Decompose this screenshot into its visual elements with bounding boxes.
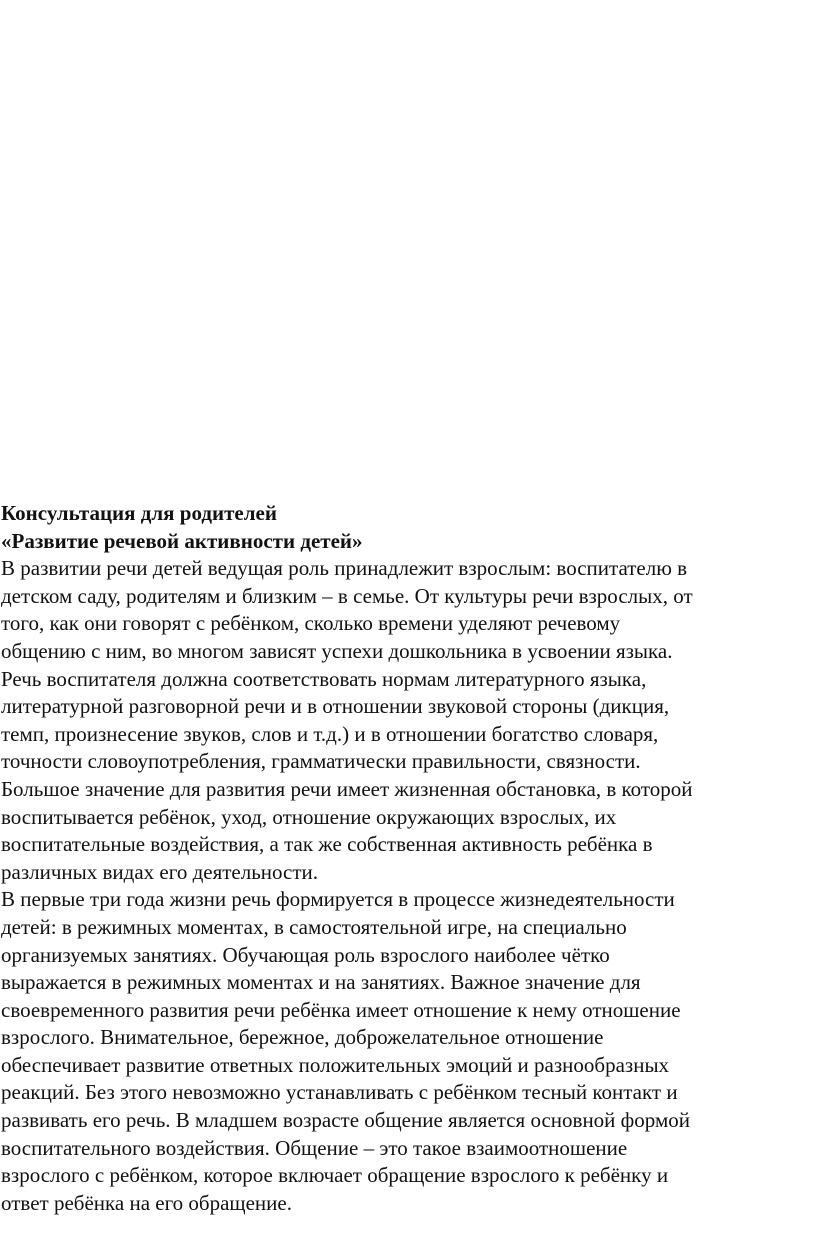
body-line: различных видах его деятельности.	[1, 859, 319, 884]
body-line: выражается в режимных моментах и на занятиях. Важное значение для	[1, 970, 641, 995]
body-line: обеспечивает развитие ответных положительных эмоций и разнообразных	[1, 1052, 670, 1077]
body-line: В развитии речи детей ведущая роль принадлежит взрослым: воспитателю в	[1, 556, 688, 581]
body-line: Речь воспитателя должна соответствовать нормам литературного языка,	[1, 666, 647, 691]
body-line: того, как они говорят с ребёнком, сколько времени уделяют речевому	[1, 611, 621, 636]
body-line: В первые три года жизни речь формируется в процессе жизнедеятельности	[1, 887, 675, 912]
body-line: организуемых занятиях. Обучающая роль взрослого наиболее чётко	[1, 942, 610, 967]
body-line: развивать его речь. В младшем возрасте общение является основной формой	[1, 1108, 690, 1133]
body-line: взрослого с ребёнком, которое включает обращение взрослого к ребёнку и	[1, 1163, 669, 1188]
body-line: воспитательного воздействия. Общение – это такое взаимоотношение	[1, 1135, 628, 1160]
document-page	[0, 500, 816, 1217]
body-line: реакций. Без этого невозможно устанавливать с ребёнком тесный контакт и	[1, 1080, 678, 1105]
body-line: детей: в режимных моментах, в самостоятельной игре, на специально	[1, 914, 627, 939]
title-line-1: Консультация для родителей	[1, 501, 277, 525]
body-line: своевременного развития речи ребёнка имеет отношение к нему отношение	[1, 997, 681, 1022]
body-line: детском саду, родителям и близким – в семье. От культуры речи взрослых, от	[1, 583, 693, 608]
body-line: ответ ребёнка на его обращение.	[1, 1190, 292, 1215]
body-line: темп, произнесение звуков, слов и т.д.) и в отношении богатство словаря,	[1, 721, 659, 746]
body-line: взрослого. Внимательное, бережное, доброжелательное отношение	[1, 1025, 604, 1050]
title-line-2: «Развитие речевой активности детей»	[1, 528, 363, 553]
body-line: общению с ним, во многом зависят успехи дошкольника в усвоении языка.	[1, 638, 673, 663]
body-line: литературной разговорной речи и в отношении звуковой стороны (дикция,	[1, 694, 670, 719]
body-line: Большое значение для развития речи имеет жизненная обстановка, в которой	[1, 776, 693, 801]
body-line: воспитывается ребёнок, уход, отношение окружающих взрослых, их	[1, 804, 617, 829]
body-line: точности словоупотребления, грамматически правильности, связности.	[1, 749, 641, 774]
body-line: воспитательные воздействия, а так же собственная активность ребёнка в	[1, 832, 653, 857]
